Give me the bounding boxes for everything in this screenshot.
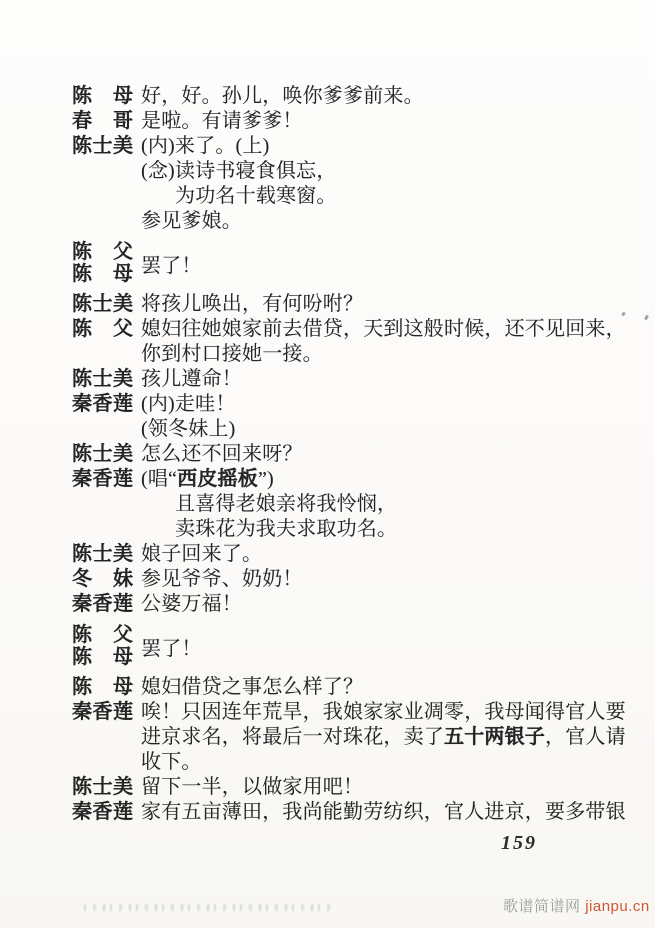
dialogue-text: 媳妇借贷之事怎么样了？: [141, 676, 364, 698]
script-line: [72, 750, 632, 775]
dialogue-text: 为功名十载寒窗。: [175, 185, 337, 207]
speaker-name: 陈士美: [72, 368, 134, 390]
speaker-name: 秦香莲: [72, 801, 134, 823]
speaker-name: 陈 母: [72, 85, 134, 107]
script-line: [72, 292, 632, 317]
speaker-name: [72, 184, 138, 209]
speaker-name: 陈士美: [72, 543, 134, 565]
dialogue-text: 唉！只因连年荒旱，我娘家家业凋零，我母闻得官人要: [141, 701, 626, 723]
script-line: [72, 592, 632, 617]
scan-noise-artifact: [84, 904, 336, 911]
speaker-name: 秦香莲: [72, 701, 134, 723]
dialogue-text: 公婆万福！: [141, 593, 242, 615]
speaker-name: 陈士美: [72, 293, 134, 315]
dialogue-text: 参见爹娘。: [141, 210, 242, 232]
dialogue-text: 怎么还不回来呀？: [141, 443, 303, 465]
script-line: [72, 542, 632, 567]
dialogue-text: 罢了！: [141, 637, 202, 660]
script-line: [72, 567, 632, 592]
dialogue-text: 参见爷爷、奶奶！: [141, 568, 303, 590]
watermark-site-name: 歌谱简谱网: [503, 898, 581, 915]
script-line: [72, 700, 632, 725]
script-line: [72, 800, 632, 825]
script-line: [72, 209, 632, 234]
script-line: [72, 84, 632, 109]
script-line: [72, 159, 632, 184]
speaker-name: 冬 妹: [72, 568, 134, 590]
speaker-name: 秦香莲: [72, 393, 134, 415]
speaker-name: [72, 209, 138, 234]
speaker-name: 陈士美: [72, 443, 134, 465]
dialogue-text: 是啦。有请爹爹！: [141, 110, 303, 132]
speaker-names: 陈 父 陈 母: [72, 241, 134, 285]
script-line: [72, 775, 632, 800]
script-line-group: [72, 241, 632, 285]
speaker-name: [72, 342, 138, 367]
watermark: [503, 895, 650, 916]
script-line-group: [72, 624, 632, 668]
speaker-name: 陈士美: [72, 776, 134, 798]
script-line: [72, 109, 632, 134]
script-line: [72, 184, 632, 209]
script-line: [72, 392, 632, 417]
script-line: [72, 417, 632, 442]
script-line: [72, 367, 632, 392]
dialogue-text: (领冬妹上): [141, 418, 236, 440]
dialogue-text: 家有五亩薄田，我尚能勤劳纺织，官人进京，要多带银: [141, 801, 626, 823]
script-line: [72, 342, 632, 367]
dialogue-text: 你到村口接她一接。: [141, 343, 323, 365]
speaker-name: 春 哥: [72, 110, 134, 132]
dialogue-text: 好，好。孙儿，唤你爹爹前来。: [141, 85, 424, 107]
ink-speck: [644, 315, 649, 321]
speaker-names: 陈 父 陈 母: [72, 624, 134, 668]
script-body: [72, 84, 632, 825]
dialogue-text: 媳妇往她娘家前去借贷，天到这般时候，还不见回来，: [141, 318, 626, 340]
dialogue-text: 进京求名，将最后一对珠花，卖了五十两银子，官人请: [141, 726, 626, 748]
speaker-name: 陈士美: [72, 135, 134, 157]
dialogue-text: 娘子回来了。: [141, 543, 263, 565]
speaker-name: [72, 750, 138, 775]
speaker-name: [72, 417, 138, 442]
dialogue-text: 罢了！: [141, 254, 202, 277]
speaker-name: [72, 159, 138, 184]
dialogue-text: 且喜得老娘亲将我怜悯，: [175, 493, 398, 515]
script-line: [72, 517, 632, 542]
script-line: [72, 492, 632, 517]
speaker-name: [72, 517, 138, 542]
dialogue-text: (内)来了。(上): [141, 135, 270, 157]
script-line: [72, 467, 632, 492]
dialogue-text: 卖珠花为我夫求取功名。: [175, 518, 398, 540]
script-line: [72, 134, 632, 159]
dialogue-text: (念)读诗书寝食俱忘，: [141, 160, 337, 182]
dialogue-text: (唱“西皮摇板”): [141, 468, 274, 490]
dialogue-text: 收下。: [141, 751, 202, 773]
script-line: [72, 442, 632, 467]
script-line: [72, 317, 632, 342]
page-number: 159: [501, 832, 537, 854]
script-line: [72, 675, 632, 700]
dialogue-text: 将孩儿唤出，有何吩咐？: [141, 293, 364, 315]
dialogue-text: 留下一半，以做家用吧！: [141, 776, 364, 798]
watermark-site-domain: jianpu.cn: [585, 898, 650, 915]
speaker-name: [72, 725, 138, 750]
speaker-name: 陈 父: [72, 318, 134, 340]
speaker-name: [72, 492, 138, 517]
dialogue-text: (内)走哇！: [141, 393, 236, 415]
dialogue-text: 孩儿遵命！: [141, 368, 242, 390]
speaker-name: 秦香莲: [72, 593, 134, 615]
speaker-name: 秦香莲: [72, 468, 134, 490]
script-line: [72, 725, 632, 750]
speaker-name: 陈 母: [72, 676, 134, 698]
